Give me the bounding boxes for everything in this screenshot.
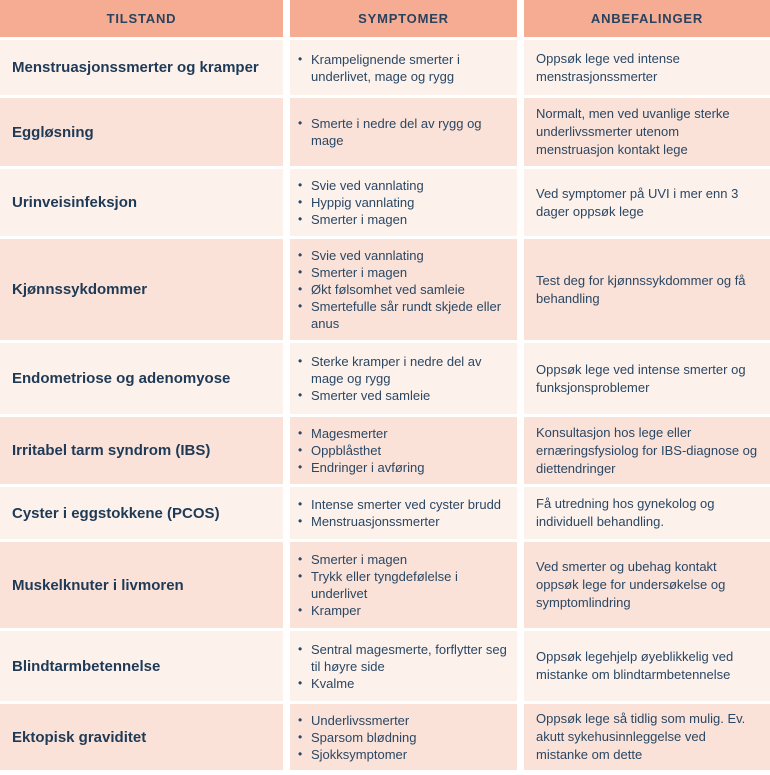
- symptoms-cell: [290, 487, 517, 539]
- symptom-text: Smerte i nedre del av rygg og mage: [311, 116, 482, 148]
- symptoms-cell: [290, 704, 517, 770]
- bullet-icon: •: [298, 569, 303, 583]
- symptom-item: [298, 746, 511, 763]
- symptom-item: [298, 675, 511, 692]
- condition-cell: [0, 542, 283, 628]
- symptom-item: [298, 281, 511, 298]
- bullet-icon: •: [298, 712, 303, 727]
- recommendation-text: Få utredning hos gynekolog og individuell behandling.: [536, 496, 715, 529]
- condition-label: Menstruasjonssmerter og kramper: [12, 59, 259, 76]
- recommendation-text: Ved smerter og ubehag kontakt oppsøk lege for undersøkelse og symptomlindring: [536, 559, 726, 610]
- symptom-item: [298, 641, 511, 675]
- symptom-item: [298, 115, 511, 149]
- bullet-icon: •: [298, 552, 303, 566]
- condition-label: Ektopisk graviditet: [12, 728, 147, 746]
- symptom-text: Endringer i avføring: [311, 460, 425, 475]
- condition-label: Endometriose og adenomyose: [12, 370, 231, 387]
- recommendation-cell: [524, 343, 770, 414]
- symptom-item: [298, 387, 511, 404]
- recommendation-cell: [524, 542, 770, 628]
- symptom-item: [298, 264, 511, 281]
- recommendation-text: Konsultasjon hos lege eller ernæringsfysiolog for IBS-diagnose og diettendringer: [536, 424, 758, 476]
- recommendation-cell: [524, 40, 770, 95]
- symptom-item: [298, 298, 511, 332]
- bullet-icon: •: [298, 641, 303, 656]
- symptom-item: [298, 712, 511, 729]
- bullet-icon: •: [298, 388, 303, 402]
- symptom-item: [298, 729, 511, 746]
- symptoms-cell: [290, 631, 517, 701]
- condition-cell: [0, 98, 283, 166]
- bullet-icon: •: [298, 354, 303, 368]
- recommendation-cell: [524, 631, 770, 701]
- bullet-icon: •: [298, 195, 303, 209]
- symptom-text: Sparsom blødning: [311, 729, 417, 745]
- condition-label: Blindtarmbetennelse: [12, 657, 161, 675]
- symptom-text: Svie ved vannlating: [311, 248, 424, 263]
- bullet-icon: •: [298, 746, 303, 761]
- condition-cell: [0, 487, 283, 539]
- symptom-item: [298, 353, 511, 387]
- symptoms-cell: [290, 343, 517, 414]
- condition-cell: [0, 631, 283, 701]
- condition-cell: [0, 704, 283, 770]
- symptom-text: Svie ved vannlating: [311, 178, 424, 193]
- symptom-item: [298, 247, 511, 264]
- symptom-item: [298, 425, 511, 442]
- condition-cell: [0, 239, 283, 340]
- condition-label: Urinveisinfeksjon: [12, 194, 138, 211]
- bullet-icon: •: [298, 514, 303, 528]
- bullet-icon: •: [298, 497, 303, 511]
- bullet-icon: •: [298, 265, 303, 279]
- condition-cell: [0, 169, 283, 236]
- recommendation-text: Oppsøk lege ved intense menstrasjonssmerter: [536, 50, 680, 84]
- symptom-item: [298, 51, 511, 85]
- symptom-item: [298, 177, 511, 194]
- condition-cell: [0, 417, 283, 484]
- symptom-item: [298, 496, 511, 513]
- symptom-text: Kvalme: [311, 675, 355, 691]
- symptom-text: Krampelignende smerter i underlivet, mage og rygg: [311, 51, 460, 84]
- symptom-text: Sentral magesmerte, forflytter seg til høyre side: [311, 641, 507, 674]
- bullet-icon: •: [298, 729, 303, 744]
- recommendation-text: Oppsøk lege ved intense smerter og funksjonsproblemer: [536, 361, 746, 395]
- symptom-item: [298, 442, 511, 459]
- symptoms-cell: [290, 542, 517, 628]
- recommendation-text: Oppsøk lege så tidlig som mulig. Ev. akutt sykehusinnleggelse ved mistanke om dette: [536, 711, 746, 762]
- symptom-text: Sterke kramper i nedre del av mage og rygg: [311, 354, 482, 386]
- symptom-text: Menstruasjonssmerter: [311, 514, 440, 529]
- symptom-text: Oppblåsthet: [311, 443, 382, 458]
- condition-cell: [0, 40, 283, 95]
- bullet-icon: •: [298, 248, 303, 262]
- symptom-text: Smerter i magen: [311, 265, 408, 280]
- recommendation-text: Normalt, men ved uvanlige sterke underlivssmerter utenom menstruasjon kontakt lege: [536, 106, 730, 157]
- condition-cell: [0, 343, 283, 414]
- symptom-item: [298, 459, 511, 476]
- symptom-text: Underlivssmerter: [311, 712, 410, 728]
- recommendation-cell: [524, 169, 770, 236]
- symptom-text: Intense smerter ved cyster brudd: [311, 497, 502, 512]
- recommendation-cell: [524, 239, 770, 340]
- recommendation-cell: [524, 417, 770, 484]
- symptom-text: Magesmerter: [311, 426, 388, 441]
- symptom-item: [298, 602, 511, 619]
- symptom-text: Økt følsomhet ved samleie: [311, 282, 465, 297]
- recommendation-cell: [524, 704, 770, 770]
- symptoms-cell: [290, 98, 517, 166]
- symptom-item: [298, 211, 511, 228]
- recommendation-text: Test deg for kjønnssykdommer og få behandling: [536, 272, 746, 306]
- condition-label: Muskelknuter i livmoren: [12, 576, 184, 594]
- symptom-text: Smerter i magen: [311, 552, 408, 567]
- condition-label: Irritabel tarm syndrom (IBS): [12, 442, 211, 459]
- symptom-text: Smerter i magen: [311, 212, 408, 227]
- condition-label: Eggløsning: [12, 123, 94, 141]
- column-header-symptomer: SYMPTOMER: [290, 0, 517, 37]
- bullet-icon: •: [298, 212, 303, 226]
- bullet-icon: •: [298, 51, 303, 66]
- bullet-icon: •: [298, 178, 303, 192]
- symptom-item: [298, 551, 511, 568]
- symptom-text: Smerter ved samleie: [311, 388, 431, 403]
- symptoms-cell: [290, 169, 517, 236]
- symptom-text: Hyppig vannlating: [311, 195, 415, 210]
- bullet-icon: •: [298, 675, 303, 690]
- column-header-anbefalinger: ANBEFALINGER: [524, 0, 770, 37]
- symptom-item: [298, 568, 511, 602]
- recommendation-text: Ved symptomer på UVI i mer enn 3 dager oppsøk lege: [536, 185, 739, 219]
- symptom-item: [298, 194, 511, 211]
- bullet-icon: •: [298, 460, 303, 474]
- bullet-icon: •: [298, 443, 303, 457]
- bullet-icon: •: [298, 282, 303, 296]
- condition-label: Cyster i eggstokkene (PCOS): [12, 504, 220, 522]
- bullet-icon: •: [298, 426, 303, 440]
- symptoms-cell: [290, 417, 517, 484]
- symptom-text: Kramper: [311, 603, 361, 618]
- recommendation-text: Oppsøk legehjelp øyeblikkelig ved mistanke om blindtarmbetennelse: [536, 649, 734, 682]
- recommendation-cell: [524, 487, 770, 539]
- symptoms-cell: [290, 40, 517, 95]
- bullet-icon: •: [298, 603, 303, 617]
- recommendation-cell: [524, 98, 770, 166]
- condition-label: Kjønnssykdommer: [12, 281, 148, 298]
- bullet-icon: •: [298, 116, 303, 130]
- symptom-text: Smertefulle sår rundt skjede eller anus: [311, 299, 502, 331]
- symptom-item: [298, 513, 511, 530]
- symptom-text: Trykk eller tyngdefølelse i underlivet: [311, 569, 458, 601]
- bullet-icon: •: [298, 299, 303, 313]
- column-header-tilstand: TILSTAND: [0, 0, 283, 37]
- symptom-text: Sjokksymptomer: [311, 746, 408, 762]
- symptoms-cell: [290, 239, 517, 340]
